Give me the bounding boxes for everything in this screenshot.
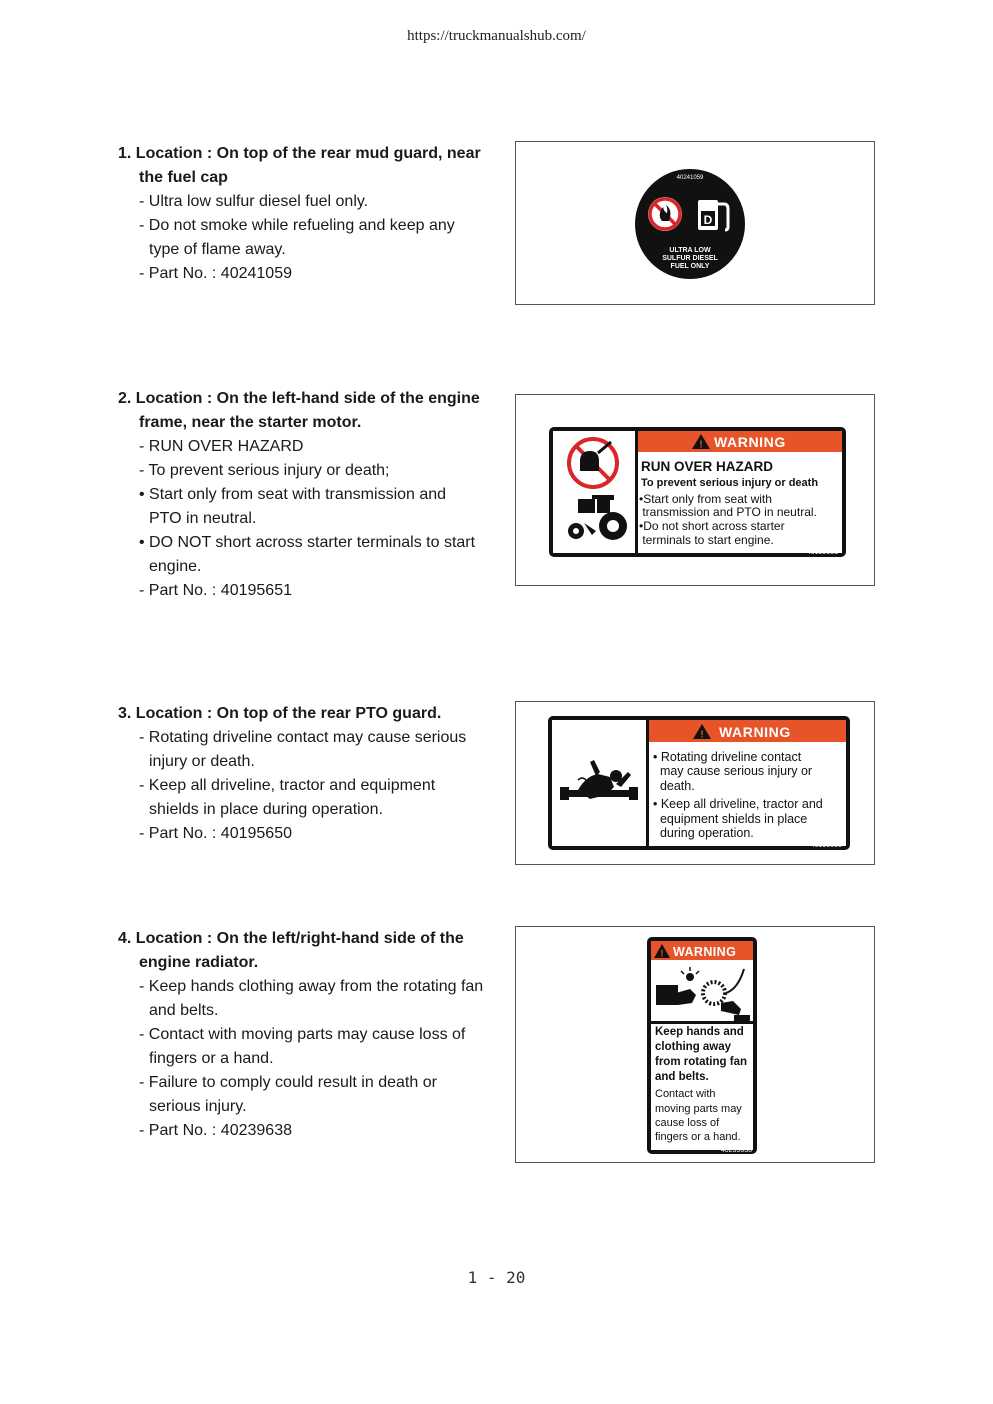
bullet-item: - To prevent serious injury or death;	[139, 462, 390, 479]
bullet-item: - Keep hands clothing away from the rotating fan and belts.	[139, 978, 484, 1019]
section-2-title: 2. Location : On the left-hand side of the engine frame, near the starter motor.	[118, 390, 480, 431]
section-4-title: 4. Location : On the left/right-hand side of the engine radiator.	[118, 930, 464, 971]
part-number: - Part No. : 40195650	[139, 825, 292, 842]
svg-text:during operation.: during operation.	[653, 826, 754, 840]
part-number: - Part No. : 40239638	[139, 1122, 292, 1139]
svg-text:To prevent serious injury or d: To prevent serious injury or death	[641, 477, 819, 489]
svg-text:clothing away: clothing away	[655, 1041, 732, 1053]
svg-text:transmission and PTO in neutra: transmission and PTO in neutral.	[639, 505, 817, 519]
svg-text:ULTRA LOW: ULTRA LOW	[669, 247, 711, 254]
svg-text:WARNING: WARNING	[719, 724, 791, 740]
part-number: - Part No. : 40241059	[139, 265, 292, 282]
bullet-item: - Failure to comply could result in death or serious injury.	[139, 1074, 437, 1115]
bullet-item: - Ultra low sulfur diesel fuel only.	[139, 193, 369, 210]
bullet-item: - Rotating driveline contact may cause serious injury or death.	[139, 729, 467, 770]
section-3-title: 3. Location : On top of the rear PTO guard.	[118, 705, 442, 722]
section-3-text	[118, 702, 503, 846]
section-1-title: 1. Location : On top of the rear mud guard, near the fuel cap	[118, 145, 481, 186]
svg-text:• Rotating driveline contact: • Rotating driveline contact	[653, 750, 802, 764]
fuel-label	[516, 142, 874, 304]
svg-text:from rotating fan: from rotating fan	[655, 1056, 747, 1068]
svg-text:• Keep all driveline, tractor: • Keep all driveline, tractor and	[653, 797, 823, 811]
driveline-warning-label	[516, 702, 874, 864]
svg-text:and belts.: and belts.	[655, 1071, 709, 1083]
svg-text:40239638: 40239638	[720, 1147, 752, 1154]
svg-text:Contact with: Contact with	[655, 1088, 716, 1100]
bullet-item: - RUN OVER HAZARD	[139, 438, 304, 455]
bullet-item: • DO NOT short across starter terminals to start engine.	[139, 534, 476, 575]
part-number: - Part No. : 40195651	[139, 582, 292, 599]
svg-text:moving parts may: moving parts may	[655, 1103, 742, 1115]
bullet-item: • Start only from seat with transmission and PTO in neutral.	[139, 486, 447, 527]
svg-text:death.: death.	[653, 779, 695, 793]
label-frame-4	[515, 926, 875, 1163]
page-number: 1 - 20	[467, 1268, 526, 1287]
svg-text:•Start only from seat with: •Start only from seat with	[639, 492, 772, 506]
section-2-text	[118, 387, 503, 603]
svg-text:40195650: 40195650	[810, 842, 842, 849]
label-frame-3	[515, 701, 875, 865]
svg-text:RUN OVER HAZARD: RUN OVER HAZARD	[641, 459, 774, 474]
fan-belt-warning-label	[516, 927, 874, 1162]
svg-text:SULFUR DIESEL: SULFUR DIESEL	[662, 255, 718, 262]
svg-text:!: !	[660, 948, 664, 959]
svg-text:!: !	[700, 729, 704, 741]
bullet-item: - Keep all driveline, tractor and equipment shields in place during operation.	[139, 777, 436, 818]
no-flame-icon	[648, 197, 682, 231]
svg-text:WARNING: WARNING	[714, 434, 786, 450]
svg-text:equipment shields in place: equipment shields in place	[653, 812, 808, 826]
bullet-item: - Do not smoke while refueling and keep any type of flame away.	[139, 217, 455, 258]
svg-text:cause loss of: cause loss of	[655, 1117, 720, 1129]
svg-text:terminals to start engine.: terminals to start engine.	[639, 533, 774, 547]
label-frame-1	[515, 141, 875, 305]
svg-text:!: !	[699, 439, 703, 451]
label-frame-2	[515, 394, 875, 586]
svg-text:Keep hands and: Keep hands and	[655, 1026, 744, 1038]
svg-text:FUEL ONLY: FUEL ONLY	[670, 263, 710, 270]
run-over-warning-label	[516, 395, 874, 585]
section-4-text	[118, 927, 503, 1143]
svg-text:may cause serious injury or: may cause serious injury or	[653, 764, 813, 778]
section-1-text	[118, 142, 503, 286]
svg-text:WARNING: WARNING	[673, 945, 737, 959]
svg-text:D: D	[703, 213, 713, 227]
svg-text:40195651: 40195651	[806, 549, 838, 556]
bullet-item: - Contact with moving parts may cause loss of fingers or a hand.	[139, 1026, 466, 1067]
svg-text:40241059: 40241059	[676, 175, 704, 181]
svg-text:•Do not short across starter: •Do not short across starter	[639, 519, 785, 533]
svg-text:fingers or a hand.: fingers or a hand.	[655, 1131, 741, 1143]
source-url[interactable]: https://truckmanualshub.com/	[407, 28, 586, 44]
